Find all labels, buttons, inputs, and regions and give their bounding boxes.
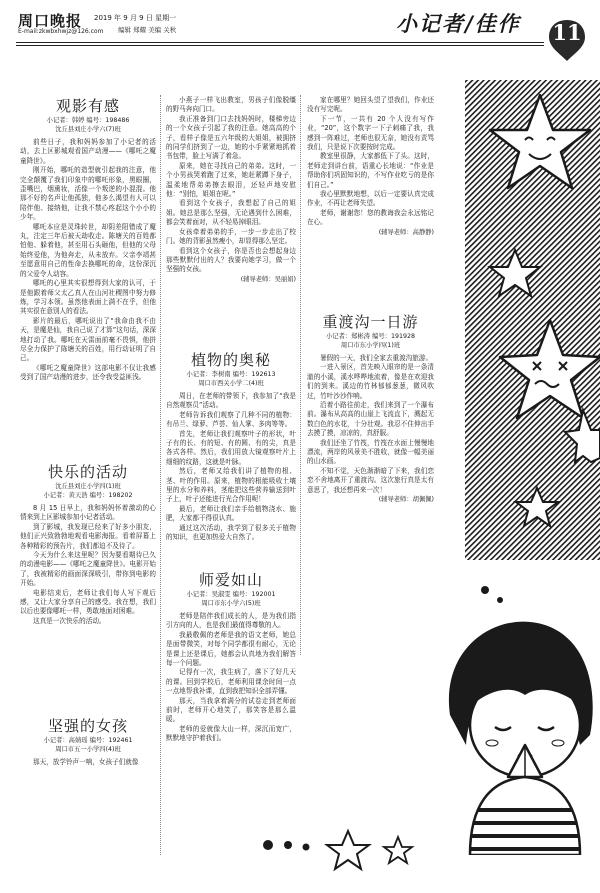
article-paragraph: 我正准备到门口去找妈妈时，楼梯旁边的一个女孩子引起了我的注意。她高高的个子，看样子像是五六年级的大姐姐，被拥挤的同学们挤到了一边，她的小手紧紧地抓着书包带，脸上写满了着急。 [166, 114, 296, 161]
article-paragraph: 沿着小路往前走，我们来到了一个瀑布前。瀑布从高高的山崖上飞流直下，溅起无数白色的水花，十分壮观。我忍不住伸出手去摸了摸，凉凉的，真舒服。 [307, 401, 434, 438]
article-paragraph: 小燕子一样飞出教室，男孩子们像脱缰的野马奔向门口。 [166, 96, 296, 114]
header-rule [16, 42, 544, 43]
article-paragraph: 首先，老师让我们观察叶子的形状，叶子有的长、有的短、有的圆、有的尖，真是各式各样。然后，我们用放大镜观察叶片上细细的纹路，这就是叶脉。 [166, 429, 296, 466]
article-advisor: (辅导老师：吴丽娟) [240, 275, 296, 283]
article-paragraph: 《哪吒之魔童降世》这部电影不仅让我感受到了国产动漫的进步，还令我受益匪浅。 [20, 363, 156, 382]
section-title: 小记者/佳作 [396, 11, 521, 36]
column-divider [160, 95, 161, 855]
article-paragraph: 老师，谢谢您！您的教诲我会永远铭记在心。 [307, 208, 434, 227]
article-paragraph: 这真是一次快乐的活动。 [33, 616, 106, 625]
article-byline: 周口市东小学四(1)班 [340, 342, 401, 349]
article-paragraph: 我心里默默地想，以后一定要认真完成作业，不再让老师失望。 [307, 190, 434, 208]
article-paragraph: 刚开始，哪吒的造型就引起我的注意，他完全颠覆了我们印象中的哪吒形象，黑眼圈，歪嘴巴，烟熏妆，活像一个叛逆的小混混。他那不好的名声让他孤独，他多么渴望有人可以陪伴他、接纳他，让我不禁心疼起这个小小的少年。 [20, 166, 156, 222]
article-byline: 沈丘县刘庄小学四(1)班 [55, 483, 121, 490]
article-happy-activity [20, 462, 156, 708]
article-title: 师爱如山 [198, 571, 263, 589]
article-strong-girl-continued [166, 96, 296, 346]
article-body [20, 758, 156, 767]
article-byline: 周口市东小学六(5)班 [201, 600, 261, 607]
article-watching-movie [20, 96, 156, 454]
article-paragraph: 原来，她在寻找自己的弟弟。这时，一个小男孩哭着跑了过来，她赶紧蹲下身子，温柔地帮弟弟擦去眼泪，还轻声地安慰他：“别怕，姐姐在呢。” [166, 161, 296, 199]
article-paragraph: 我们还坐了竹筏，竹筏在水面上慢慢地漂流，两岸的风景美不胜收，就像一幅美丽的山水画。 [307, 438, 434, 466]
bubble-dot [284, 841, 292, 849]
article-paragraph: 女孩牵着弟弟的手，一步一步走出了校门。她的背影虽然瘦小，却显得那么坚定。 [166, 227, 296, 246]
article-byline: 沈丘县刘庄小学六(7)班 [55, 126, 121, 133]
article-body [166, 612, 296, 744]
article-plant-secrets [166, 350, 296, 564]
article-chongdugou-trip [307, 312, 434, 602]
page-number: 11 [552, 20, 582, 45]
article-strong-girl [20, 716, 156, 876]
small-star-icon [327, 831, 369, 869]
article-paragraph: 暑假的一天，我们全家去重渡沟旅游。 [320, 354, 433, 362]
article-paragraph: 今天为什么来这里呢？因为要看期待已久的动漫电影——《哪吒之魔童降世》。电影开始了，我被精彩的画面深深吸引，带你到电影的开始。 [20, 551, 156, 588]
article-paragraph: 到了影城，我发现已经来了好多小朋友，他们正兴致勃勃地观看电影海报。看着屏幕上各种精彩的预告片，我们都迫不及待了。 [20, 522, 156, 550]
article-body [20, 138, 156, 383]
newspaper-logo: 周口晚报 [18, 12, 83, 30]
article-paragraph: 下一节，一共有 20 个人没有写作业，“20”，这个数字一下子刺痛了我，我感到一阵难过，老师也很无奈，她没有责骂我们，只是说下次要按时完成。 [307, 114, 434, 152]
article-title: 快乐的活动 [47, 463, 128, 481]
small-star-icon [384, 837, 412, 863]
article-paragraph: 记得有一次，我生病了，落下了好几天的课。回到学校后，老师利用课余时间一点一点地帮我补课，直到我把知识全部弄懂。 [166, 668, 296, 696]
article-paragraph: 然后，老师又给我们讲了植物的根、茎、叶的作用。原来，植物的根能吸收土壤里的水分和养料，茎能把这些营养输送到叶子上，叶子还能进行光合作用呢！ [166, 467, 296, 504]
article-title: 植物的奥秘 [190, 351, 271, 369]
article-byline: 小记者：吴淑雯 编号：192001 [186, 591, 276, 598]
article-paragraph: 老师的爱就像大山一样，深沉而宽广，默默地守护着我们。 [166, 724, 296, 743]
article-paragraph: 周日，在老师的带领下，我参加了“我是自然观察员”活动。 [166, 392, 296, 410]
article-paragraph: 前些日子，我和妈妈参加了小记者的活动，去上区影城观看国产动漫——《哪吒之魔童降世》。 [20, 138, 156, 165]
article-paragraph: 影片的最后，哪吒说出了“我命由我不由天，是魔是仙，我自己说了才算”这句话，深深地打动了我。哪吒在天雷面前毫不畏惧，他拼尽全力保护了陈塘关的百姓，用行动证明了自己。 [20, 316, 156, 363]
article-paragraph: 那天，当我拿着满分的试卷走到老师面前时，老师开心地笑了，那笑容是那么温暖。 [166, 696, 296, 724]
article-title: 观影有感 [55, 97, 120, 115]
header-rule [16, 45, 544, 46]
bubble-dot [497, 597, 503, 603]
article-byline: 周口市五一小学四(4)班 [55, 746, 121, 753]
article-body [166, 392, 296, 543]
contact-email: E-mail:zkwbxhwjz@126.com [18, 28, 104, 35]
bubble-dot [481, 586, 489, 594]
article-title: 重渡沟一日游 [322, 313, 419, 331]
article-paragraph: 老师是陪伴我们成长的人，是为我们指引方向的人，也是我们最值得尊敬的人。 [166, 612, 296, 630]
article-homework-continued [307, 96, 434, 306]
bottom-decoration [250, 815, 430, 885]
article-byline: 小记者：韩婷 编号：198486 [46, 117, 130, 124]
article-byline: 小记者：高婧瑶 编号：192461 [43, 737, 133, 744]
issue-date: 2019 年 9 月 9 日 星期一 [94, 14, 177, 22]
article-body [307, 96, 434, 228]
article-byline: 小记者：李树南 编号：192613 [186, 371, 276, 378]
article-paragraph: 通过这次活动，我学到了很多关于植物的知识，也更加热爱大自然了。 [166, 523, 296, 542]
stars-illustration [425, 70, 600, 630]
article-byline: 小记者：郑彬涛 编号：191928 [325, 333, 415, 340]
article-paragraph: 老师告诉我们观察了几种不同的植物：有吊兰、绿萝、芦荟、仙人掌、多肉等等。 [166, 410, 296, 429]
article-advisor: (辅导老师：高静静) [378, 228, 434, 236]
article-body [20, 504, 156, 626]
article-title: 坚强的女孩 [47, 717, 128, 735]
article-paragraph: 一进入景区，首先映入眼帘的是一条清澈的小溪，溪水哗哗地流着，像是在欢迎我们的到来。溪边的竹林郁郁葱葱，微风吹过，竹叶沙沙作响。 [307, 363, 434, 400]
bubble-dot [303, 844, 310, 851]
article-paragraph: 哪吒本应是灵珠转世，却阴差阳错成了魔丸，注定三年后被天劫收走。陈塘关的百姓都怕他、躲着他，甚至用石头砸他，但他的父母始终爱他，为他奔走，从未放弃。父亲李靖甚至愿意用自己的性命去换哪吒的命，这份深沉的父爱令人动容。 [20, 222, 156, 278]
article-paragraph: 看到这个女孩子，你是否也会想起身边那些默默付出的人？我要向她学习，做一个坚强的女孩。 [166, 246, 296, 274]
article-paragraph: 家在哪里？她回头望了望我们，作业还没有写完呢。 [307, 96, 434, 114]
article-paragraph: 我最敬佩的老师是我的语文老师，她总是面带微笑，对每个同学都很有耐心，无论是课上还是课后，她都会认真地为我们解答每一个问题。 [166, 630, 296, 668]
article-paragraph: 教室里很静，大家都低下了头。这时，老师走到讲台前，语重心长地说：“作业是帮助你们巩固知识的，不写作业吃亏的是你们自己。” [307, 152, 434, 189]
editor-credit: 编辑 郑耀 美编 关秋 [118, 26, 177, 34]
article-paragraph: 哪吒的心里其实很想得到大家的认可，于是他跟着师父太乙真人在山河社稷图中努力修炼，学习本领。虽然他表面上满不在乎，但他其实很在意别人的看法。 [20, 279, 156, 316]
article-byline: 小记者：黄天浩 编号：198202 [43, 492, 133, 499]
column-divider [300, 95, 301, 655]
article-advisor: (辅导老师：胡佩佩) [378, 496, 434, 504]
article-body [307, 354, 434, 495]
praying-girl-illustration [430, 605, 600, 855]
article-paragraph: 8 月 15 日早上，我和妈妈怀着激动的心情来到上区影城参加小记者活动。 [20, 504, 156, 522]
article-byline: 周口市西关小学二(4)班 [198, 380, 264, 387]
article-paragraph: 看到这个女孩子，我想起了自己的姐姐。她总是那么坚强，无论遇到什么困难，都会笑着面对，从不轻易掉眼泪。 [166, 199, 296, 227]
bubble-dot [263, 840, 273, 850]
article-paragraph: 最后，老师让我们亲手给植物浇水、施肥，大家都干得很认真。 [166, 504, 296, 523]
article-paragraph: 电影结束后，老师让我们每人写下观后感，又让大家分享自己的感受。我在想，我们以后也要像哪吒一样，勇敢地面对困难。 [20, 588, 156, 616]
article-paragraph: 那天，放学铃声一响，女孩子们就像 [33, 758, 139, 766]
article-paragraph: 不知不觉，天色渐渐暗了下来，我们恋恋不舍地离开了重渡沟。这次旅行真是太有意思了，我还想再来一次！ [307, 466, 434, 494]
article-body [166, 96, 296, 275]
